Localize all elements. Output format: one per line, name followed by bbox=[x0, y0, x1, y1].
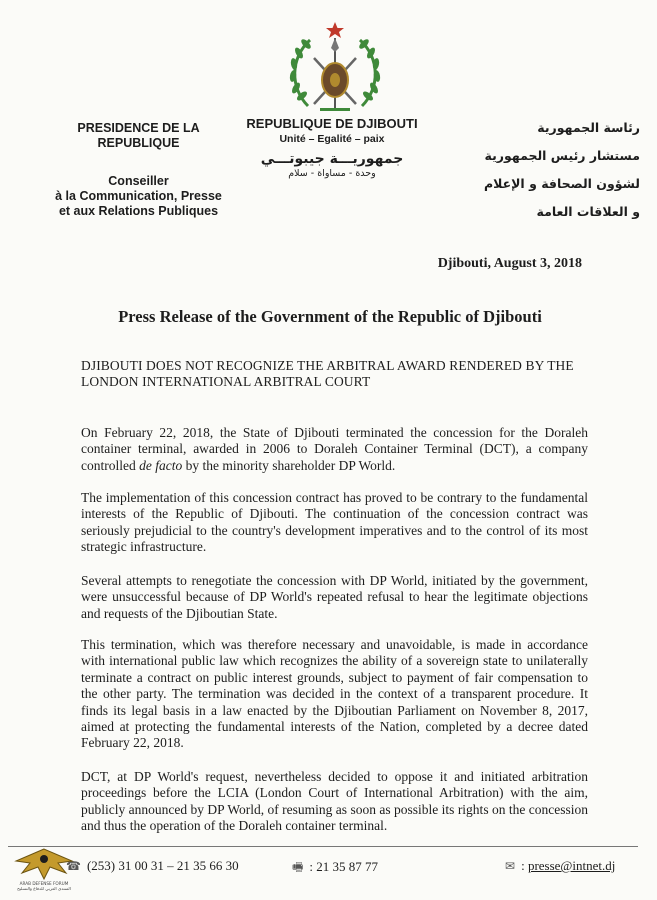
paragraph-4: This termination, which was therefore necessary and unavoidable, is made in accordance with international public law which recognizes the ability of a sovereign state to unilaterally terminate a contract on public interest grounds, subject to payment of fair compensation to the other party. The termination was decided in the context of a transparent procedure. It finds its legal basis in a law enacted by the Djiboutian Parliament on November 8, 2017, aimed at protecting the fundamental interests of the Nation, completed by a decree dated February 22, 2018. bbox=[81, 637, 588, 751]
paragraph-5: DCT, at DP World's request, nevertheless decided to oppose it and initiated arbitration proceedings before the LCIA (London Court of International Arbitration) with the aim, publicly announced by DP World, of resuming as soon as possible its rights on the concession and thus the operation of the Doraleh container terminal. bbox=[81, 769, 588, 834]
watermark-line2: المنتدى العربي للدفاع والتسليح bbox=[17, 886, 71, 891]
footer-phone-number: (253) 31 00 31 – 21 35 66 30 bbox=[86, 858, 239, 873]
header-right-line3: لشؤون الصحافة و الإعلام bbox=[483, 176, 640, 191]
header-left-line3: Conseiller bbox=[108, 174, 169, 188]
fax-icon: 🖷 bbox=[292, 860, 304, 874]
footer-divider bbox=[8, 846, 638, 847]
header-right-line2: مستشار رئيس الجمهورية bbox=[484, 148, 640, 163]
footer-fax-number: : 21 35 87 77 bbox=[309, 859, 378, 874]
phone-icon: ☎ bbox=[66, 859, 81, 873]
paragraph-1 bbox=[81, 425, 588, 474]
country-motto-arabic: وحدة - مساواة - سلام bbox=[288, 168, 376, 179]
paragraph-1-italic: de facto bbox=[139, 457, 183, 473]
document-date: Djibouti, August 3, 2018 bbox=[437, 256, 582, 271]
watermark-line1: ARAB DEFENSE FORUM bbox=[19, 881, 69, 886]
header-left-line2: REPUBLIQUE bbox=[97, 136, 180, 150]
eagle-logo-icon bbox=[8, 843, 80, 883]
forum-watermark-logo bbox=[8, 843, 80, 898]
country-name-arabic: جمهوريـــة جيبوتـــي bbox=[260, 151, 404, 167]
header-left-line5: et aux Relations Publiques bbox=[58, 204, 219, 218]
header-right-line1: رئاسة الجمهورية bbox=[537, 120, 640, 135]
country-motto: Unité – Egalité – paix bbox=[279, 133, 385, 145]
footer-fax bbox=[292, 858, 378, 879]
paragraph-1-text-end: by the minority shareholder DP World. bbox=[182, 457, 396, 473]
footer-phone bbox=[66, 858, 239, 874]
paragraph-2: The implementation of this concession contract has proved to be contrary to the fundamental interests of the Republic of Djibouti. The continuation of the concession contract was seriously prejudicial to the country's development imperatives and to the control of its most strategic infrastructure. bbox=[81, 490, 588, 555]
document-subtitle: DJIBOUTI DOES NOT RECOGNIZE THE ARBITRAL AWARD RENDERED BY THE LONDON INTERNATIONAL ARBITRAL COURT bbox=[81, 358, 574, 389]
header-right-line4: و العلاقات العامة bbox=[536, 204, 640, 219]
footer-email bbox=[505, 858, 615, 874]
country-name: REPUBLIQUE DE DJIBOUTI bbox=[246, 116, 418, 131]
paragraph-1-text: On February 22, 2018, the State of Djibouti terminated the concession for the Doraleh container terminal, awarded in 2006 to Doraleh Container Terminal (DCT), a company controlled bbox=[81, 425, 588, 473]
header-left-line1: PRESIDENCE DE LA bbox=[77, 121, 200, 135]
djibouti-emblem-icon bbox=[280, 18, 390, 118]
footer-email-prefix: : bbox=[521, 858, 525, 873]
header-right-block bbox=[460, 114, 640, 226]
header-left-block bbox=[46, 121, 231, 219]
watermark-text bbox=[8, 881, 80, 891]
document-title: Press Release of the Government of the Republic of Djibouti bbox=[118, 307, 542, 326]
header-center-block bbox=[232, 116, 432, 179]
paragraph-3: Several attempts to renegotiate the concession with DP World, initiated by the government, were unsuccessful because of DP World's repeated refusal to hear the legitimate objections and requests of the Djiboutian State. bbox=[81, 573, 588, 621]
envelope-icon: ✉ bbox=[505, 859, 516, 873]
email-link[interactable]: presse@intnet.dj bbox=[527, 858, 616, 873]
header-left-line4: à la Communication, Presse bbox=[55, 189, 222, 203]
